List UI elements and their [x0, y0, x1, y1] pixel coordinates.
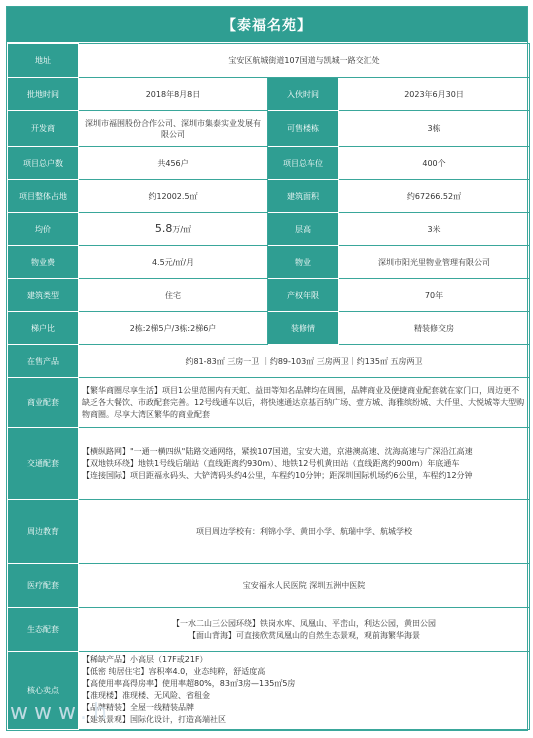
- watermark: www.h: [10, 700, 113, 725]
- table-row: [8, 44, 530, 78]
- on-sale-value: 约81-83㎡ 三房一卫 ｜约89-103㎡ 三房两卫｜约135㎡ 五房两卫: [79, 345, 530, 378]
- ownership-value: 70年: [339, 279, 530, 312]
- selling-point: 【建筑景观】国际化设计，打造高端社区: [82, 715, 226, 724]
- avg-price-label: 均价: [8, 213, 79, 246]
- table-row: [8, 213, 530, 246]
- total-parking-label: 项目总车位: [268, 147, 339, 180]
- selling-point: 【品牌精装】全屋一线精装品牌: [82, 703, 194, 712]
- floors-value: 3米: [339, 213, 530, 246]
- selling-point: 【准现楼】准现楼、无风险、省租金: [82, 691, 210, 700]
- traffic-line: 【横纵路网】"一通一横四纵"陆路交通网络，紧挨107国道，宝安大道，京港澳高速、沈海高速与广深沿江高速: [82, 446, 473, 456]
- medical-value: 宝安福永人民医院 深圳五洲中医院: [79, 564, 530, 608]
- selling-point: 【低密 纯居住宅】容积率4.0，业态纯粹，舒适度高: [82, 667, 266, 676]
- ladder-ratio-label: 梯户比: [8, 312, 79, 345]
- ecology-cell: [79, 608, 530, 652]
- traffic-cell: [79, 428, 530, 500]
- table-row: [8, 608, 530, 652]
- traffic-label: 交通配套: [8, 428, 79, 500]
- address-value: 宝安区航城街道107国道与凯城一路交汇处: [79, 44, 530, 78]
- commercial-value: 【繁华商圈尽享生活】项目1公里范围内有天虹、益田等知名品牌均在周围，品牌商业及便捷商业配套就在家门口，周边更不缺乏各大餐饮、市政配套完善。12号线通车以后，将快速通达京基百纳广场、壹方城、海雅缤纷城、大仟里、大悦城等大型购物商圈。尽享大湾区繁华的商业配套: [82, 385, 525, 419]
- address-label: 地址: [8, 44, 79, 78]
- move-in-time-value: 2023年6月30日: [339, 78, 530, 111]
- avg-price-number: 5.8: [154, 222, 173, 235]
- building-area-label: 建筑面积: [268, 180, 339, 213]
- page-title: 【泰福名苑】: [7, 7, 527, 43]
- table-row: [8, 500, 530, 564]
- ecology-line: 【面山背海】可直接欣赏凤凰山的自然生态景观，观前海繁华海景: [188, 630, 421, 640]
- total-units-label: 项目总户数: [8, 147, 79, 180]
- table-row: [8, 279, 530, 312]
- avg-price-unit: 万/㎡: [172, 225, 192, 234]
- selling-point: 【稀缺产品】小高层（17F或21F）: [82, 655, 208, 664]
- selling-point: 【高使用率高得房率】使用率超80%，83㎡3房—135㎡5房: [82, 679, 296, 688]
- total-units-value: 共456户: [79, 147, 268, 180]
- table-row: [8, 78, 530, 111]
- ownership-label: 产权年限: [268, 279, 339, 312]
- avg-price-value: [79, 213, 268, 246]
- traffic-line: 【双地铁环绕】地铁1号线后瑞站（直线距离约930m）、地铁12号机黄田站（直线距离约900m）年底通车: [82, 458, 460, 468]
- medical-label: 医疗配套: [8, 564, 79, 608]
- developer-label: 开发商: [8, 111, 79, 147]
- batch-time-value: 2018年8月8日: [79, 78, 268, 111]
- building-type-label: 建筑类型: [8, 279, 79, 312]
- selling-points-label: 核心卖点: [8, 652, 79, 730]
- move-in-time-label: 入伙时间: [268, 78, 339, 111]
- batch-time-label: 批地时间: [8, 78, 79, 111]
- sellable-buildings-label: 可售楼栋: [268, 111, 339, 147]
- project-sheet: [6, 6, 528, 731]
- education-value: 项目周边学校有：利锦小学、黄田小学、航瑞中学、航城学校: [79, 500, 530, 564]
- on-sale-label: 在售产品: [8, 345, 79, 378]
- ladder-ratio-value: 2栋:2梯5户/3栋:2梯6户: [79, 312, 268, 345]
- table-row: [8, 111, 530, 147]
- traffic-line: 【连接国际】项目距福永码头、大铲湾码头约4公里，车程约10分钟；距深圳国际机场约6公里，车程约12分钟: [82, 470, 473, 480]
- decoration-label: 装修情: [268, 312, 339, 345]
- table-row: [8, 564, 530, 608]
- commercial-label: 商业配套: [8, 378, 79, 428]
- education-label: 周边教育: [8, 500, 79, 564]
- developer-value: 深圳市福围股份合作公司、深圳市集泰实业发展有限公司: [79, 111, 268, 147]
- table-row: [8, 246, 530, 279]
- table-row: [8, 147, 530, 180]
- ecology-line: 【一水二山三公园环绕】铁岗水库、凤凰山、平峦山，利达公园，黄田公园: [172, 618, 437, 628]
- commercial-cell: [79, 378, 530, 428]
- property-fee-value: 4.5元/㎡/月: [79, 246, 268, 279]
- table-row: [8, 312, 530, 345]
- sellable-buildings-value: 3栋: [339, 111, 530, 147]
- floors-label: 层高: [268, 213, 339, 246]
- decoration-value: 精装修交房: [339, 312, 530, 345]
- table-row: [8, 345, 530, 378]
- ecology-label: 生态配套: [8, 608, 79, 652]
- total-parking-value: 400个: [339, 147, 530, 180]
- land-area-value: 约12002.5㎡: [79, 180, 268, 213]
- table-row: [8, 378, 530, 428]
- building-area-value: 约67266.52㎡: [339, 180, 530, 213]
- table-row: [8, 180, 530, 213]
- property-fee-label: 物业费: [8, 246, 79, 279]
- property-mgmt-value: 深圳市阳光里物业管理有限公司: [339, 246, 530, 279]
- property-mgmt-label: 物业: [268, 246, 339, 279]
- project-info-table: [7, 43, 530, 730]
- land-area-label: 项目整体占地: [8, 180, 79, 213]
- building-type-value: 住宅: [79, 279, 268, 312]
- table-row: [8, 428, 530, 500]
